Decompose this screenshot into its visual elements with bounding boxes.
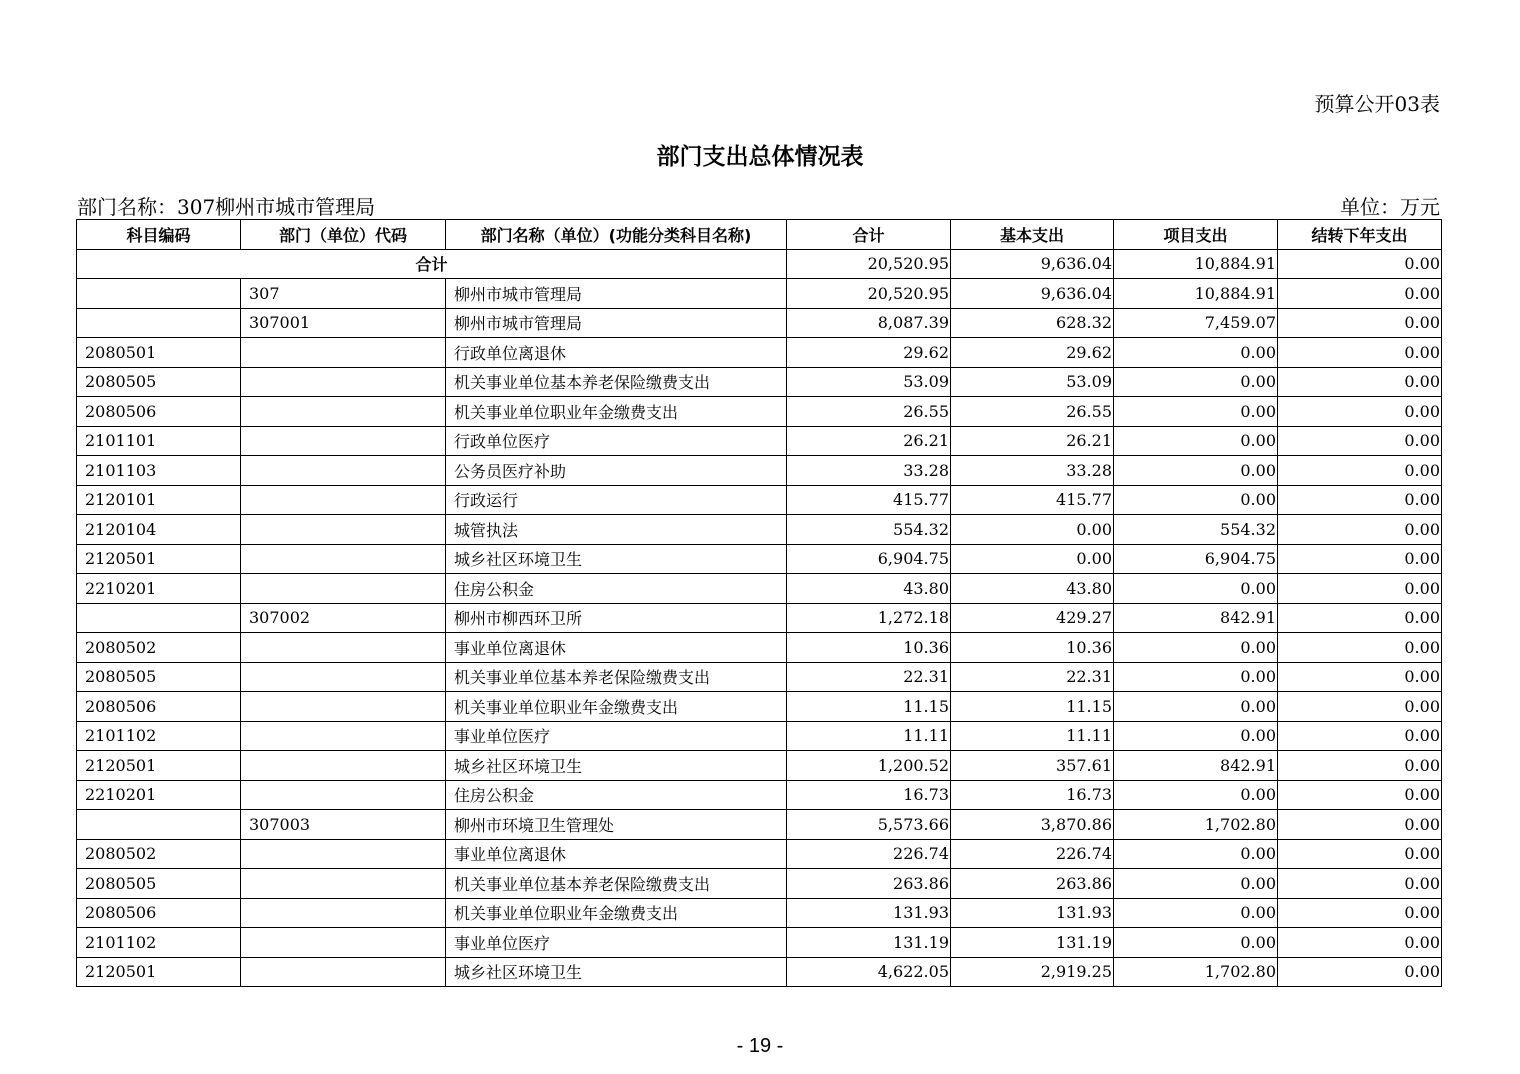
cell-name: 公务员医疗补助 (446, 456, 787, 486)
cell-project: 0.00 (1114, 338, 1278, 368)
cell-name: 城管执法 (446, 515, 787, 545)
cell-total: 29.62 (787, 338, 951, 368)
cell-code (77, 603, 241, 633)
cell-total: 33.28 (787, 456, 951, 486)
cell-total: 1,272.18 (787, 603, 951, 633)
cell-project: 0.00 (1114, 869, 1278, 899)
cell-total: 6,904.75 (787, 544, 951, 574)
total-project: 10,884.91 (1114, 249, 1278, 279)
cell-unit-code: 307003 (241, 810, 446, 840)
cell-basic: 26.21 (951, 426, 1114, 456)
cell-carryover: 0.00 (1278, 721, 1442, 751)
cell-project: 0.00 (1114, 397, 1278, 427)
table-row (77, 869, 1442, 899)
cell-basic: 357.61 (951, 751, 1114, 781)
table-row (77, 456, 1442, 486)
cell-basic: 628.32 (951, 308, 1114, 338)
cell-unit-code (241, 544, 446, 574)
table-row (77, 397, 1442, 427)
table-row (77, 544, 1442, 574)
cell-carryover: 0.00 (1278, 279, 1442, 309)
cell-project: 0.00 (1114, 692, 1278, 722)
cell-unit-code (241, 633, 446, 663)
cell-unit-code (241, 515, 446, 545)
cell-name: 机关事业单位职业年金缴费支出 (446, 898, 787, 928)
cell-carryover: 0.00 (1278, 456, 1442, 486)
cell-carryover: 0.00 (1278, 426, 1442, 456)
cell-unit-code (241, 928, 446, 958)
cell-project: 0.00 (1114, 485, 1278, 515)
cell-total: 11.15 (787, 692, 951, 722)
cell-project: 0.00 (1114, 426, 1278, 456)
cell-total: 1,200.52 (787, 751, 951, 781)
cell-carryover: 0.00 (1278, 308, 1442, 338)
cell-project: 1,702.80 (1114, 810, 1278, 840)
cell-unit-code (241, 721, 446, 751)
cell-code: 2080502 (77, 839, 241, 869)
cell-name: 机关事业单位基本养老保险缴费支出 (446, 869, 787, 899)
cell-carryover: 0.00 (1278, 957, 1442, 987)
cell-carryover: 0.00 (1278, 397, 1442, 427)
cell-basic: 429.27 (951, 603, 1114, 633)
total-amount: 20,520.95 (787, 249, 951, 279)
cell-name: 事业单位离退休 (446, 839, 787, 869)
table-row (77, 633, 1442, 663)
cell-basic: 0.00 (951, 515, 1114, 545)
cell-name: 行政单位医疗 (446, 426, 787, 456)
cell-code (77, 279, 241, 309)
cell-project: 0.00 (1114, 633, 1278, 663)
cell-code: 2120501 (77, 957, 241, 987)
cell-total: 263.86 (787, 869, 951, 899)
table-row (77, 751, 1442, 781)
cell-name: 机关事业单位职业年金缴费支出 (446, 692, 787, 722)
table-row (77, 839, 1442, 869)
table-row (77, 426, 1442, 456)
cell-unit-code (241, 426, 446, 456)
department-label: 部门名称：307柳州市城市管理局 (77, 195, 376, 219)
cell-total: 415.77 (787, 485, 951, 515)
cell-code: 2120104 (77, 515, 241, 545)
cell-name: 城乡社区环境卫生 (446, 544, 787, 574)
cell-basic: 11.11 (951, 721, 1114, 751)
cell-carryover: 0.00 (1278, 574, 1442, 604)
cell-code: 2120501 (77, 544, 241, 574)
table-row (77, 721, 1442, 751)
cell-unit-code (241, 338, 446, 368)
cell-unit-code (241, 839, 446, 869)
cell-code: 2080505 (77, 869, 241, 899)
cell-total: 53.09 (787, 367, 951, 397)
cell-project: 0.00 (1114, 721, 1278, 751)
cell-project: 6,904.75 (1114, 544, 1278, 574)
cell-name: 机关事业单位职业年金缴费支出 (446, 397, 787, 427)
cell-code: 2080505 (77, 367, 241, 397)
cell-code: 2080505 (77, 662, 241, 692)
cell-basic: 131.93 (951, 898, 1114, 928)
cell-basic: 9,636.04 (951, 279, 1114, 309)
cell-name: 事业单位离退休 (446, 633, 787, 663)
total-label: 合计 (77, 249, 787, 279)
cell-unit-code (241, 485, 446, 515)
cell-basic: 16.73 (951, 780, 1114, 810)
table-row (77, 515, 1442, 545)
cell-carryover: 0.00 (1278, 869, 1442, 899)
cell-total: 22.31 (787, 662, 951, 692)
cell-total: 131.93 (787, 898, 951, 928)
page-number: - 19 - (736, 1035, 784, 1057)
cell-carryover: 0.00 (1278, 780, 1442, 810)
cell-total: 8,087.39 (787, 308, 951, 338)
cell-carryover: 0.00 (1278, 751, 1442, 781)
table-row (77, 279, 1442, 309)
cell-code: 2120101 (77, 485, 241, 515)
cell-code: 2101101 (77, 426, 241, 456)
cell-basic: 226.74 (951, 839, 1114, 869)
table-row (77, 810, 1442, 840)
cell-code: 2120501 (77, 751, 241, 781)
cell-name: 柳州市城市管理局 (446, 279, 787, 309)
table-row (77, 338, 1442, 368)
cell-project: 554.32 (1114, 515, 1278, 545)
cell-unit-code (241, 898, 446, 928)
cell-carryover: 0.00 (1278, 603, 1442, 633)
cell-basic: 22.31 (951, 662, 1114, 692)
cell-unit-code (241, 780, 446, 810)
cell-project: 0.00 (1114, 898, 1278, 928)
cell-unit-code (241, 869, 446, 899)
cell-total: 11.11 (787, 721, 951, 751)
table-row (77, 485, 1442, 515)
cell-project: 10,884.91 (1114, 279, 1278, 309)
cell-code (77, 810, 241, 840)
cell-code: 2101102 (77, 928, 241, 958)
table-row (77, 780, 1442, 810)
cell-project: 842.91 (1114, 603, 1278, 633)
cell-unit-code (241, 456, 446, 486)
cell-project: 842.91 (1114, 751, 1278, 781)
cell-name: 城乡社区环境卫生 (446, 751, 787, 781)
cell-project: 1,702.80 (1114, 957, 1278, 987)
cell-code: 2101103 (77, 456, 241, 486)
cell-total: 5,573.66 (787, 810, 951, 840)
cell-name: 机关事业单位基本养老保险缴费支出 (446, 662, 787, 692)
header-row (77, 220, 1442, 250)
table-row (77, 957, 1442, 987)
total-basic: 9,636.04 (951, 249, 1114, 279)
table-row (77, 662, 1442, 692)
cell-total: 16.73 (787, 780, 951, 810)
cell-basic: 10.36 (951, 633, 1114, 663)
cell-name: 柳州市城市管理局 (446, 308, 787, 338)
cell-project: 0.00 (1114, 456, 1278, 486)
col-header-code: 科目编码 (77, 220, 241, 250)
cell-code: 2210201 (77, 780, 241, 810)
cell-project: 0.00 (1114, 839, 1278, 869)
cell-unit-code (241, 574, 446, 604)
cell-project: 0.00 (1114, 662, 1278, 692)
col-header-total: 合计 (787, 220, 951, 250)
cell-basic: 3,870.86 (951, 810, 1114, 840)
cell-carryover: 0.00 (1278, 839, 1442, 869)
cell-name: 事业单位医疗 (446, 928, 787, 958)
cell-basic: 33.28 (951, 456, 1114, 486)
table-row (77, 928, 1442, 958)
cell-carryover: 0.00 (1278, 367, 1442, 397)
cell-basic: 0.00 (951, 544, 1114, 574)
cell-basic: 11.15 (951, 692, 1114, 722)
expenditure-table (76, 219, 1442, 987)
cell-name: 行政运行 (446, 485, 787, 515)
cell-total: 43.80 (787, 574, 951, 604)
cell-unit-code: 307 (241, 279, 446, 309)
unit-label: 单位：万元 (1340, 195, 1440, 219)
cell-carryover: 0.00 (1278, 515, 1442, 545)
col-header-carryover: 结转下年支出 (1278, 220, 1442, 250)
cell-unit-code (241, 957, 446, 987)
cell-project: 0.00 (1114, 367, 1278, 397)
cell-total: 554.32 (787, 515, 951, 545)
table-row (77, 898, 1442, 928)
cell-unit-code (241, 692, 446, 722)
table-row (77, 603, 1442, 633)
page-title: 部门支出总体情况表 (656, 144, 864, 170)
cell-carryover: 0.00 (1278, 928, 1442, 958)
cell-total: 26.21 (787, 426, 951, 456)
cell-carryover: 0.00 (1278, 662, 1442, 692)
cell-code: 2101102 (77, 721, 241, 751)
cell-basic: 2,919.25 (951, 957, 1114, 987)
cell-project: 0.00 (1114, 928, 1278, 958)
cell-total: 131.19 (787, 928, 951, 958)
cell-carryover: 0.00 (1278, 485, 1442, 515)
col-header-name: 部门名称（单位）(功能分类科目名称) (446, 220, 787, 250)
cell-name: 事业单位医疗 (446, 721, 787, 751)
cell-basic: 53.09 (951, 367, 1114, 397)
cell-code: 2080502 (77, 633, 241, 663)
cell-name: 行政单位离退休 (446, 338, 787, 368)
cell-basic: 43.80 (951, 574, 1114, 604)
total-row (77, 249, 1442, 279)
col-header-unit-code: 部门（单位）代码 (241, 220, 446, 250)
cell-total: 26.55 (787, 397, 951, 427)
cell-code: 2080506 (77, 692, 241, 722)
cell-code (77, 308, 241, 338)
cell-carryover: 0.00 (1278, 692, 1442, 722)
cell-name: 柳州市环境卫生管理处 (446, 810, 787, 840)
col-header-basic: 基本支出 (951, 220, 1114, 250)
cell-carryover: 0.00 (1278, 544, 1442, 574)
cell-code: 2080501 (77, 338, 241, 368)
cell-unit-code: 307002 (241, 603, 446, 633)
cell-total: 10.36 (787, 633, 951, 663)
table-row (77, 692, 1442, 722)
cell-total: 4,622.05 (787, 957, 951, 987)
cell-unit-code (241, 751, 446, 781)
cell-project: 0.00 (1114, 780, 1278, 810)
table-row (77, 367, 1442, 397)
col-header-project: 项目支出 (1114, 220, 1278, 250)
cell-name: 城乡社区环境卫生 (446, 957, 787, 987)
cell-unit-code (241, 397, 446, 427)
cell-basic: 263.86 (951, 869, 1114, 899)
cell-name: 住房公积金 (446, 574, 787, 604)
cell-name: 机关事业单位基本养老保险缴费支出 (446, 367, 787, 397)
cell-basic: 415.77 (951, 485, 1114, 515)
cell-code: 2080506 (77, 898, 241, 928)
cell-unit-code (241, 662, 446, 692)
cell-basic: 131.19 (951, 928, 1114, 958)
cell-project: 0.00 (1114, 574, 1278, 604)
cell-carryover: 0.00 (1278, 338, 1442, 368)
cell-carryover: 0.00 (1278, 898, 1442, 928)
cell-code: 2080506 (77, 397, 241, 427)
cell-total: 226.74 (787, 839, 951, 869)
cell-code: 2210201 (77, 574, 241, 604)
total-carryover: 0.00 (1278, 249, 1442, 279)
table-row (77, 308, 1442, 338)
cell-unit-code: 307001 (241, 308, 446, 338)
cell-basic: 26.55 (951, 397, 1114, 427)
cell-name: 住房公积金 (446, 780, 787, 810)
cell-project: 7,459.07 (1114, 308, 1278, 338)
form-code: 预算公开03表 (1314, 92, 1440, 116)
table-row (77, 574, 1442, 604)
cell-carryover: 0.00 (1278, 633, 1442, 663)
cell-total: 20,520.95 (787, 279, 951, 309)
cell-name: 柳州市柳西环卫所 (446, 603, 787, 633)
cell-basic: 29.62 (951, 338, 1114, 368)
cell-unit-code (241, 367, 446, 397)
cell-carryover: 0.00 (1278, 810, 1442, 840)
